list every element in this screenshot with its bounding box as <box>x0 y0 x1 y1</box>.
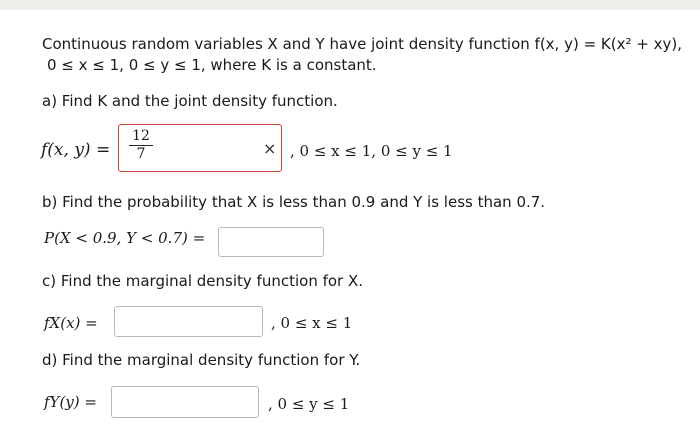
part-a-answer-fraction <box>129 129 153 162</box>
problem-statement-line2: 0 ≤ x ≤ 1, 0 ≤ y ≤ 1, where K is a constant. <box>47 56 377 74</box>
top-strip <box>0 0 700 10</box>
part-d-domain: , 0 ≤ y ≤ 1 <box>268 395 350 413</box>
part-a-denominator: 7 <box>136 146 146 162</box>
part-b-prompt: b) Find the probability that X is less than 0.9 and Y is less than 0.7. <box>42 193 546 211</box>
part-d-answer-input[interactable] <box>111 386 259 418</box>
part-c-answer-input[interactable] <box>114 306 263 337</box>
part-a-lhs: f(x, y) = <box>41 140 111 160</box>
problem-statement-line1: Continuous random variables X and Y have joint density function f(x, y) = K(x² + xy), <box>42 35 682 53</box>
part-c-prompt: c) Find the marginal density function for X. <box>42 272 364 290</box>
part-a-numerator: 12 <box>132 128 150 144</box>
part-b-lhs: P(X < 0.9, Y < 0.7) = <box>44 229 206 247</box>
part-d-prompt: d) Find the marginal density function for Y. <box>42 351 361 369</box>
incorrect-x-icon: × <box>263 139 277 158</box>
part-c-lhs: fX(x) = <box>44 314 98 332</box>
part-a-prompt: a) Find K and the joint density function. <box>42 92 338 110</box>
part-a-domain: , 0 ≤ x ≤ 1, 0 ≤ y ≤ 1 <box>290 142 453 160</box>
part-d-lhs: fY(y) = <box>44 393 97 411</box>
part-c-domain: , 0 ≤ x ≤ 1 <box>271 314 353 332</box>
part-b-answer-input[interactable] <box>218 227 324 257</box>
